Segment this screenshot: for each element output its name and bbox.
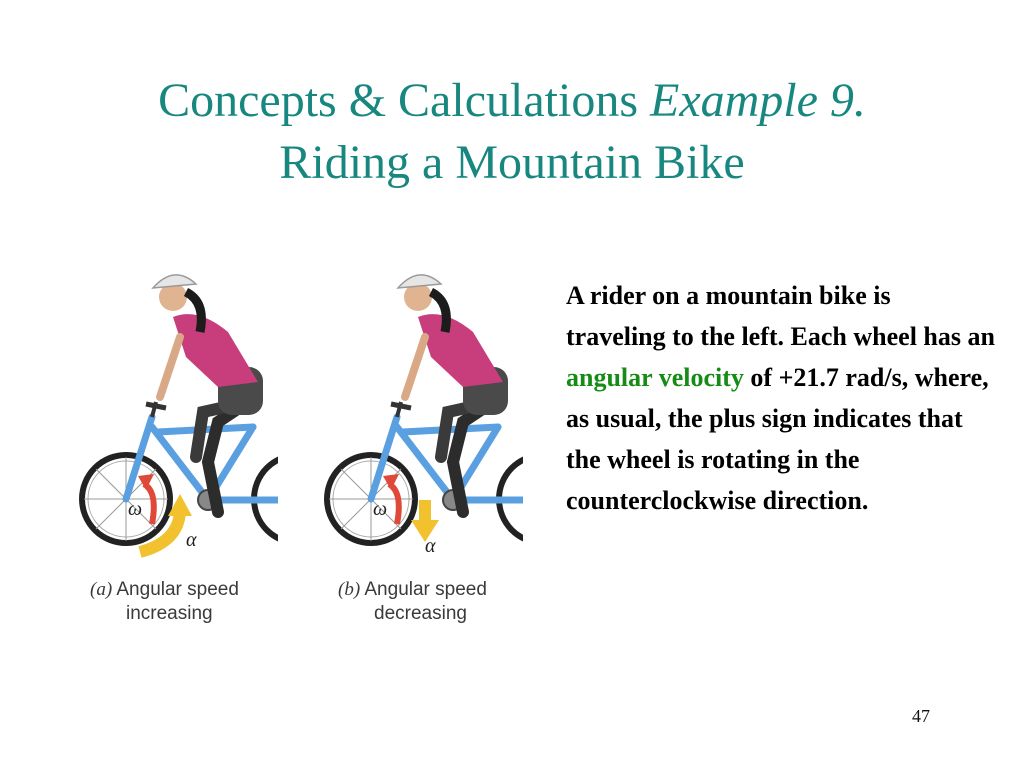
- page-number: 47: [912, 706, 930, 726]
- problem-text-part2: of +21.7 rad/s, where, as usual, the plus sign indicates that the wheel is rotating in the counterclockwise direction.: [566, 363, 989, 515]
- caption-line2-a: increasing: [126, 603, 213, 624]
- omega-label-b: ω: [373, 498, 388, 520]
- caption-line1-a: Angular speed: [112, 579, 239, 600]
- bike-figure-a: [68, 262, 278, 562]
- slide-title: [40, 70, 984, 194]
- figure-caption-a: [90, 578, 239, 626]
- problem-text-part1: A rider on a mountain bike is traveling to the left. Each wheel has an: [566, 281, 995, 351]
- title-example: Example 9.: [650, 74, 866, 127]
- highlight-angular: angular: [566, 363, 653, 392]
- bike-illustration-b: [313, 262, 523, 562]
- bike-illustration-a: [68, 262, 278, 562]
- title-main: Concepts & Calculations: [158, 74, 650, 127]
- figure-caption-b: [338, 578, 487, 626]
- alpha-label-b: α: [425, 535, 436, 557]
- highlight-velocity: velocity: [658, 363, 744, 392]
- title-line-2: Riding a Mountain Bike: [279, 136, 745, 189]
- caption-line1-b: Angular speed: [360, 579, 487, 600]
- bike-figure-b: [313, 262, 523, 562]
- problem-text: [566, 275, 996, 521]
- caption-letter-b: (b): [338, 579, 361, 600]
- alpha-label-a: α: [186, 529, 197, 551]
- title-line-1: [40, 70, 984, 132]
- caption-line2-b: decreasing: [374, 603, 467, 624]
- omega-label-a: ω: [128, 498, 143, 520]
- caption-letter-a: (a): [90, 579, 113, 600]
